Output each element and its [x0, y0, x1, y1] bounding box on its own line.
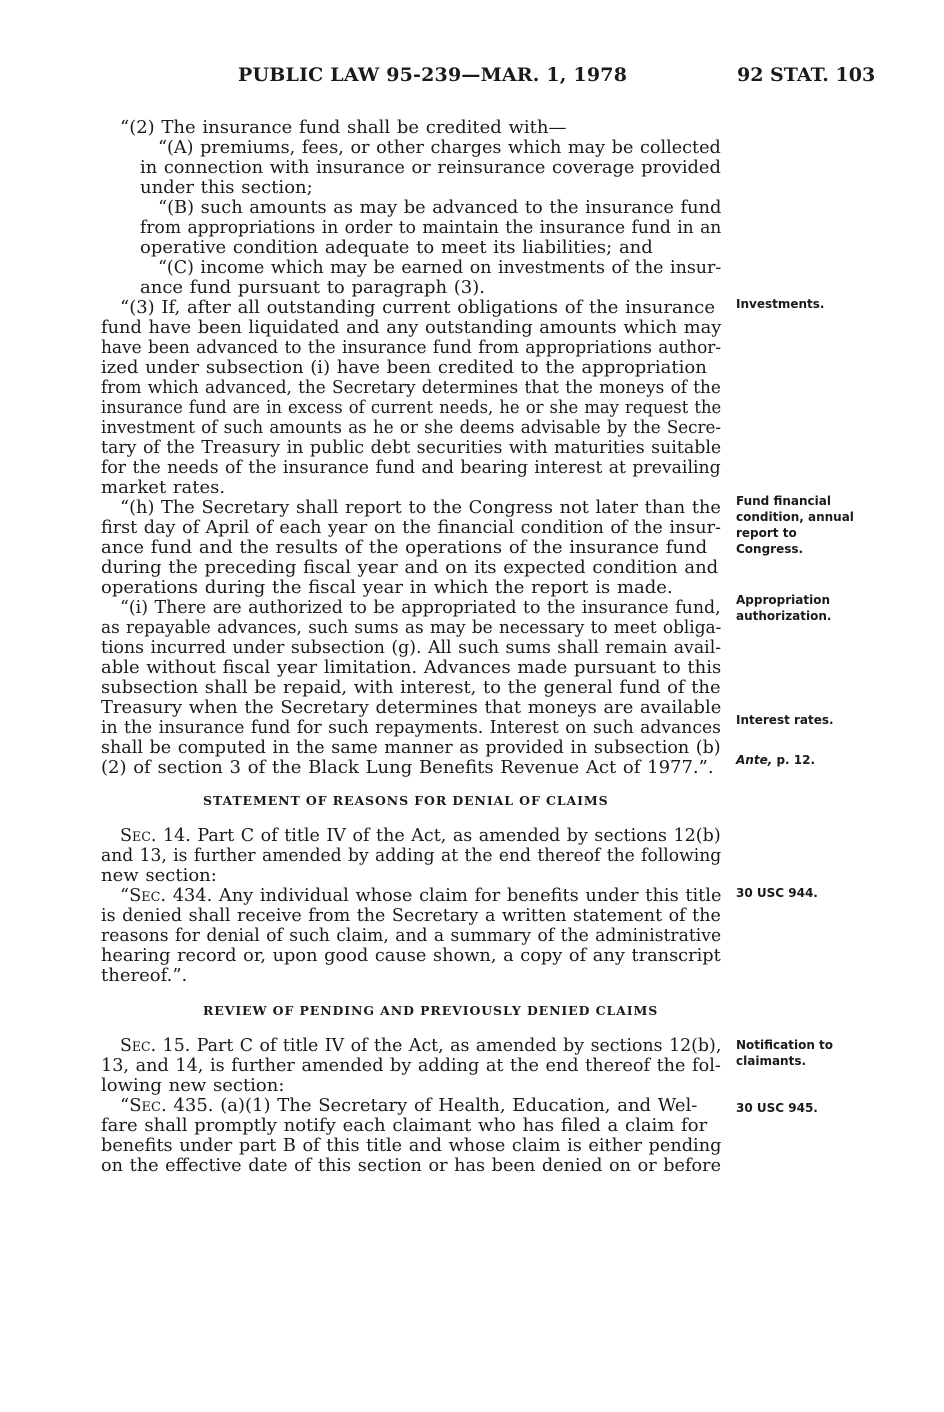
text-line: fund have been liquidated and any outstanding amounts which may [101, 317, 722, 338]
text-line: market rates. [101, 477, 226, 498]
text-line: ance fund pursuant to paragraph (3). [140, 277, 485, 298]
text-line: “(C) income which may be earned on investments of the insur- [158, 257, 722, 278]
margin-note-appropriation: Appropriation authorization. [736, 593, 832, 623]
statute-page-number: 92 STAT. 103 [737, 64, 876, 86]
text-line: “(i) There are authorized to be appropriated to the insurance fund, [120, 597, 721, 618]
section-434-first-line: “Sec. 434. Any individual whose claim for benefits under this title [120, 885, 722, 906]
text-line: operations during the fiscal year in which the report is made. [101, 577, 673, 598]
margin-note-investments: Investments. [736, 297, 825, 311]
text-line: able without fiscal year limitation. Advances made pursuant to this [101, 657, 722, 678]
section-heading: STATEMENT OF REASONS FOR DENIAL OF CLAIMS [203, 793, 609, 808]
text-line: fare shall promptly notify each claimant who has filed a claim for [101, 1115, 708, 1136]
text-line: insurance fund are in excess of current needs, he or she may request the [101, 397, 722, 418]
text-line: “(3) If, after all outstanding current obligations of the insurance [120, 297, 715, 318]
text-line: in connection with insurance or reinsurance coverage provided [140, 157, 721, 178]
text-line: from appropriations in order to maintain the insurance fund in an [140, 217, 722, 238]
sec-label: Sec. [129, 885, 167, 906]
margin-note-fund-financial: Fund financial condition, annual report to Congress. [736, 494, 854, 556]
text-line: “(B) such amounts as may be advanced to the insurance fund [158, 197, 722, 218]
text-line: have been advanced to the insurance fund from appropriations author- [101, 337, 722, 358]
text-line: operative condition adequate to meet its liabilities; and [140, 237, 653, 258]
margin-note-ante: Ante, p. 12. [736, 753, 816, 767]
text-line: benefits under part B of this title and whose claim is either pending [101, 1135, 722, 1156]
text-line: tary of the Treasury in public debt securities with maturities suitable [101, 437, 722, 458]
text-line: during the preceding fiscal year and on its expected condition and [101, 557, 719, 578]
sec-label: Sec. [120, 1035, 157, 1056]
text-line: for the needs of the insurance fund and bearing interest at prevailing [101, 457, 721, 478]
margin-note-interest-rates: Interest rates. [736, 713, 834, 727]
section-14-first-line: Sec. 14. Part C of title IV of the Act, as amended by sections 12(b) [120, 825, 721, 846]
text-line: subsection shall be repaid, with interest, to the general fund of the [101, 677, 721, 698]
running-head-title: PUBLIC LAW 95-239—MAR. 1, 1978 [238, 64, 628, 86]
text-line: 13, and 14, is further amended by adding at the end thereof the fol- [101, 1055, 721, 1076]
text-line: “(2) The insurance fund shall be credited with— [120, 117, 567, 138]
text-line: new section: [101, 865, 217, 886]
section-15-first-line: Sec. 15. Part C of title IV of the Act, as amended by sections 12(b), [120, 1035, 722, 1056]
margin-note-usc-944: 30 USC 944. [736, 886, 818, 900]
text-line: investment of such amounts as he or she deems advisable by the Secre- [101, 417, 722, 438]
text-line: tions incurred under subsection (g). All such sums shall remain avail- [101, 637, 722, 658]
text-line: thereof.”. [101, 965, 188, 986]
text-line: in the insurance fund for such repayments. Interest on such advances [101, 717, 722, 738]
text-line: (2) of section 3 of the Black Lung Benefits Revenue Act of 1977.”. [101, 757, 714, 778]
sec-label: Sec. [120, 825, 157, 846]
text-line: as repayable advances, such sums as may be necessary to meet obliga- [101, 617, 722, 638]
text-line: “(h) The Secretary shall report to the Congress not later than the [120, 497, 721, 518]
text-line: shall be computed in the same manner as provided in subsection (b) [101, 737, 721, 758]
margin-note-notification: Notification to claimants. [736, 1038, 834, 1068]
text-line: ance fund and the results of the operations of the insurance fund [101, 537, 708, 558]
text-line: ized under subsection (i) have been credited to the appropriation [101, 357, 707, 378]
text-line: under this section; [140, 177, 313, 198]
text-line: from which advanced, the Secretary determines that the moneys of the [101, 377, 721, 398]
text-line: and 13, is further amended by adding at the end thereof the following [101, 845, 722, 866]
text-line: is denied shall receive from the Secretary a written statement of the [101, 905, 721, 926]
text-line: on the effective date of this section or has been denied on or before [101, 1155, 722, 1176]
text-line: “(A) premiums, fees, or other charges which may be collected [158, 137, 721, 158]
text-line: first day of April of each year on the financial condition of the insur- [101, 517, 721, 538]
text-line: hearing record or, upon good cause shown, a copy of any transcript [101, 945, 721, 966]
sec-label: Sec. [129, 1095, 167, 1116]
text-line: lowing new section: [101, 1075, 285, 1096]
section-heading: REVIEW OF PENDING AND PREVIOUSLY DENIED CLAIMS [203, 1003, 659, 1018]
text-line: reasons for denial of such claim, and a summary of the administrative [101, 925, 722, 946]
text-line: Treasury when the Secretary determines that moneys are available [101, 697, 722, 718]
margin-note-usc-945: 30 USC 945. [736, 1101, 818, 1115]
section-435-first-line: “Sec. 435. (a)(1) The Secretary of Health, Education, and Wel- [120, 1095, 698, 1116]
